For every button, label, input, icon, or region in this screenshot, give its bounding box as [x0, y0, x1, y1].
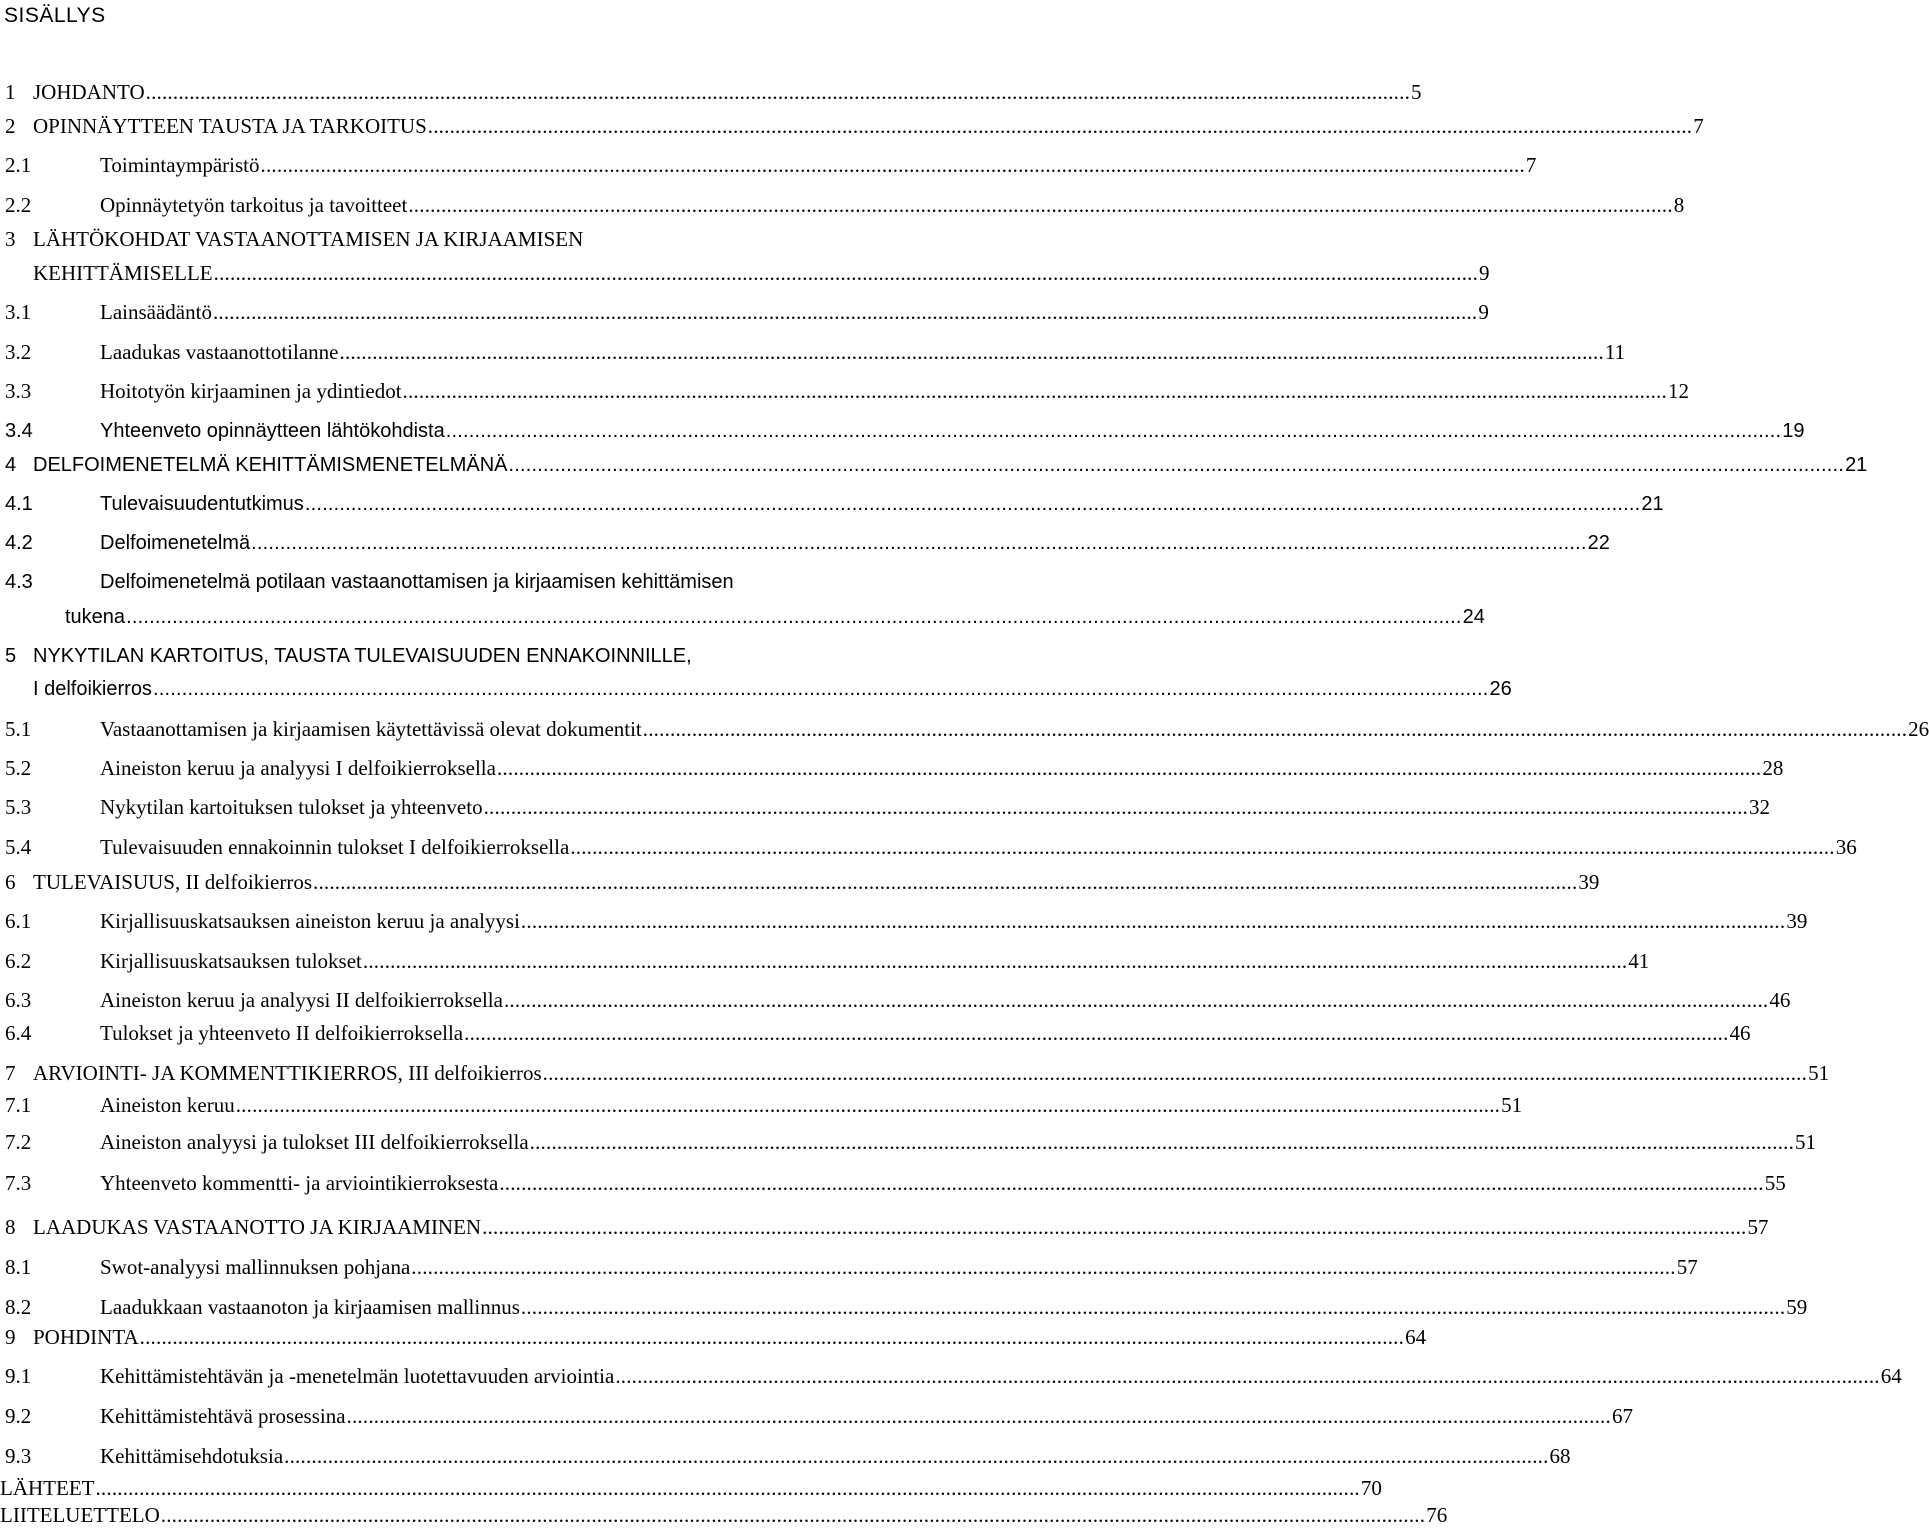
page-number: 28: [1762, 756, 1784, 780]
section-title: Aineiston keruu ja analyysi I delfoikierroksella: [100, 756, 496, 780]
toc-line: [0, 416, 1805, 444]
page-number: 70: [1360, 1476, 1382, 1500]
toc-line: [0, 376, 1689, 404]
dot-leader: [213, 299, 1477, 325]
section-title: POHDINTA: [33, 1325, 139, 1349]
section-title: Delfoimenetelmä: [100, 532, 251, 554]
section-title: Aineiston keruu ja analyysi II delfoikierroksella: [100, 988, 503, 1012]
page-number: 12: [1667, 379, 1689, 403]
page-number: 39: [1786, 909, 1808, 933]
section-title: Yhteenveto kommentti- ja arviointikierroksesta: [100, 1171, 499, 1195]
toc-line: [0, 674, 1512, 702]
section-title: Laadukkaan vastaanoton ja kirjaamisen mallinnus: [100, 1295, 520, 1319]
toc-line: [0, 1090, 1523, 1118]
section-title: LÄHTÖKOHDAT VASTAANOTTAMISEN JA KIRJAAMISEN: [33, 227, 584, 251]
section-title: Hoitotyön kirjaaminen ja ydintiedot: [100, 379, 402, 403]
dot-leader: [530, 1129, 1794, 1155]
page-number: 41: [1628, 949, 1650, 973]
section-number: 4.2: [5, 532, 33, 554]
dot-leader: [643, 716, 1907, 742]
toc-line: [0, 190, 1685, 218]
dot-leader: [570, 834, 1834, 860]
page-number: 46: [1769, 988, 1791, 1012]
toc-line: [0, 297, 1489, 325]
toc-line: [0, 792, 1770, 820]
dot-leader: [509, 452, 1845, 478]
page-number: 9: [1479, 261, 1490, 285]
page-number: 21: [1845, 454, 1868, 476]
dot-leader: [161, 1502, 1425, 1528]
page-number: 5: [1411, 80, 1422, 104]
section-title: Tulevaisuudentutkimus: [100, 493, 304, 515]
section-title: LAADUKAS VASTAANOTTO JA KIRJAAMINEN: [33, 1215, 482, 1239]
section-title-continued: I delfoikierros: [33, 678, 152, 700]
toc-line: [0, 1361, 1902, 1389]
page-number: 7: [1525, 153, 1537, 177]
toc-line: [0, 1127, 1817, 1155]
section-number: 4.1: [5, 493, 33, 515]
section-number: 2: [5, 114, 16, 138]
section-number: 8.1: [5, 1255, 32, 1279]
section-title: Lainsäädäntö: [100, 300, 212, 324]
section-title: JOHDANTO: [33, 80, 145, 104]
page-number: 7: [1693, 114, 1704, 138]
page-number: 55: [1764, 1171, 1786, 1195]
section-number: 4: [5, 454, 17, 476]
section-title: Delfoimenetelmä potilaan vastaanottamisen ja kirjaamisen kehittämisen: [100, 571, 734, 593]
page-number: 64: [1880, 1364, 1902, 1388]
section-title-continued: KEHITTÄMISELLE: [33, 261, 213, 285]
section-title: OPINNÄYTTEEN TAUSTA JA TARKOITUS: [33, 114, 427, 138]
section-number: 9.2: [5, 1404, 32, 1428]
section-title: Aineiston keruu: [100, 1093, 235, 1117]
section-number: 7: [5, 1061, 16, 1085]
section-title: Tulokset ja yhteenveto II delfoikierroksella: [100, 1021, 464, 1045]
dot-leader: [615, 1363, 1879, 1389]
section-number: 6.2: [5, 949, 32, 973]
toc-line: [0, 224, 958, 252]
toc-line: [0, 1212, 1769, 1240]
section-number: 9: [5, 1325, 16, 1349]
dot-leader: [305, 491, 1641, 517]
dot-leader: [403, 378, 1667, 404]
toc-line: [0, 985, 1791, 1013]
section-number: 9.3: [5, 1444, 32, 1468]
page-number: 26: [1908, 717, 1929, 741]
page-number: 68: [1549, 1444, 1571, 1468]
section-title: Vastaanottamisen ja kirjaamisen käytettävissä olevat dokumentit: [100, 717, 642, 741]
toc-line: [0, 1401, 1633, 1429]
section-number: 5.4: [5, 835, 32, 859]
section-number: 3.1: [5, 300, 32, 324]
section-title: Aineiston analyysi ja tulokset III delfoikierroksella: [100, 1130, 529, 1154]
section-title: Toimintaympäristö: [100, 153, 260, 177]
section-number: 6.3: [5, 988, 32, 1012]
section-number: 3: [5, 227, 16, 251]
page-number: 57: [1676, 1255, 1698, 1279]
dot-leader: [446, 418, 1782, 444]
page-number: 36: [1835, 835, 1857, 859]
dot-leader: [347, 1403, 1611, 1429]
section-number: 9.1: [5, 1364, 32, 1388]
section-title: Nykytilan kartoituksen tulokset ja yhteenveto: [100, 795, 483, 819]
section-number: 6.4: [5, 1021, 32, 1045]
dot-leader: [261, 152, 1525, 178]
dot-leader: [95, 1475, 1359, 1501]
page-number: 22: [1587, 532, 1610, 554]
toc-line: [0, 714, 1929, 742]
section-number: 2.1: [5, 153, 32, 177]
section-title: Kehittämisehdotuksia: [100, 1444, 284, 1468]
page-number: 21: [1641, 493, 1664, 515]
dot-leader: [484, 794, 1748, 820]
toc-line: [0, 1018, 1751, 1046]
section-number: 3.3: [5, 379, 32, 403]
dot-leader: [411, 1254, 1675, 1280]
dot-leader: [126, 604, 1462, 630]
toc-line: [0, 1168, 1786, 1196]
toc-line: [0, 528, 1610, 556]
page-number: 39: [1578, 870, 1600, 894]
dot-leader: [251, 530, 1587, 556]
toc-line: [0, 567, 958, 595]
dot-leader: [504, 987, 1768, 1013]
dot-leader: [363, 948, 1627, 974]
toc-line: [0, 832, 1857, 860]
dot-leader: [236, 1092, 1500, 1118]
section-title: Kirjallisuuskatsauksen aineiston keruu ja analyysi: [100, 909, 520, 933]
toc-line: [0, 77, 1422, 105]
toc-line: [0, 602, 1485, 630]
section-title: LIITELUETTELO: [0, 1503, 160, 1527]
page-number: 24: [1462, 606, 1485, 628]
section-title: LÄHTEET: [0, 1476, 95, 1500]
page-number: 51: [1501, 1093, 1523, 1117]
section-title: NYKYTILAN KARTOITUS, TAUSTA TULEVAISUUDEN ENNAKOINNILLE,: [33, 645, 692, 667]
page-number: 32: [1749, 795, 1770, 819]
page-number: 19: [1782, 420, 1805, 442]
page-number: 11: [1604, 340, 1626, 364]
toc-line: [0, 111, 1704, 139]
page-number: 76: [1426, 1503, 1448, 1527]
section-title: Kirjallisuuskatsauksen tulokset: [100, 949, 362, 973]
section-title: ARVIOINTI- JA KOMMENTTIKIERROS, III delfoikierros: [33, 1061, 542, 1085]
section-title: Yhteenveto opinnäytteen lähtökohdista: [100, 420, 445, 442]
section-title: Tulevaisuuden ennakoinnin tulokset I delfoikierroksella: [100, 835, 570, 859]
section-number: 8.2: [5, 1295, 32, 1319]
dot-leader: [543, 1060, 1807, 1086]
section-number: 6: [5, 870, 16, 894]
section-number: 1: [5, 80, 16, 104]
toc-line: [0, 450, 1868, 478]
dot-leader: [499, 1170, 1763, 1196]
dot-leader: [428, 113, 1692, 139]
page-number: 9: [1478, 300, 1489, 324]
page-number: 8: [1673, 193, 1685, 217]
section-number: 7.1: [5, 1093, 32, 1117]
section-number: 4.3: [5, 571, 33, 593]
toc-line: [0, 867, 1600, 895]
dot-leader: [521, 1294, 1785, 1320]
section-number: 5.1: [5, 717, 32, 741]
section-number: 8: [5, 1215, 16, 1239]
page-number: 67: [1611, 1404, 1633, 1428]
page-number: 51: [1795, 1130, 1817, 1154]
toc-line: [0, 1500, 1448, 1528]
dot-leader: [464, 1020, 1728, 1046]
toc-line: [0, 1252, 1698, 1280]
page-number: 26: [1489, 678, 1512, 700]
section-number: 7.2: [5, 1130, 32, 1154]
toc-line: [0, 1441, 1571, 1469]
section-number: 2.2: [5, 193, 32, 217]
dot-leader: [140, 1324, 1404, 1350]
section-title: Kehittämistehtävä prosessina: [100, 1404, 346, 1428]
page-number: 46: [1729, 1021, 1751, 1045]
page-number: 57: [1747, 1215, 1769, 1239]
section-number: 5.3: [5, 795, 32, 819]
toc-line: [0, 1473, 1382, 1501]
section-title: DELFOIMENETELMÄ KEHITTÄMISMENETELMÄNÄ: [33, 454, 508, 476]
dot-leader: [313, 869, 1577, 895]
section-title: Kehittämistehtävän ja -menetelmän luotettavuuden arviointia: [100, 1364, 615, 1388]
section-number: 7.3: [5, 1171, 32, 1195]
section-title: Laadukas vastaanottotilanne: [100, 340, 339, 364]
section-title: Opinnäytetyön tarkoitus ja tavoitteet: [100, 193, 408, 217]
toc-line: [0, 1058, 1830, 1086]
section-number: 5: [5, 645, 17, 667]
toc-line: [0, 489, 1664, 517]
toc-line: [0, 1292, 1808, 1320]
section-number: 6.1: [5, 909, 32, 933]
section-number: 5.2: [5, 756, 32, 780]
dot-leader: [497, 755, 1761, 781]
section-title-continued: tukena: [65, 606, 126, 628]
section-title: TULEVAISUUS, II delfoikierros: [33, 870, 312, 894]
dot-leader: [214, 260, 1478, 286]
dot-leader: [284, 1443, 1548, 1469]
dot-leader: [340, 339, 1604, 365]
section-title: Swot-analyysi mallinnuksen pohjana: [100, 1255, 411, 1279]
page-number: 64: [1405, 1325, 1427, 1349]
dot-leader: [153, 676, 1489, 702]
page-number: 51: [1808, 1061, 1830, 1085]
toc-line: [0, 150, 1537, 178]
dot-leader: [408, 192, 1672, 218]
toc-line: [0, 906, 1808, 934]
toc-line: [0, 753, 1784, 781]
section-number: 3.2: [5, 340, 32, 364]
section-number: 3.4: [5, 420, 33, 442]
page-title: SISÄLLYS: [4, 4, 106, 27]
toc-line: [0, 641, 958, 669]
toc-line: [0, 337, 1626, 365]
dot-leader: [521, 908, 1785, 934]
dot-leader: [146, 79, 1410, 105]
toc-line: [0, 946, 1650, 974]
page-number: 59: [1786, 1295, 1808, 1319]
toc-line: [0, 258, 1490, 286]
toc-line: [0, 1322, 1427, 1350]
dot-leader: [482, 1214, 1746, 1240]
